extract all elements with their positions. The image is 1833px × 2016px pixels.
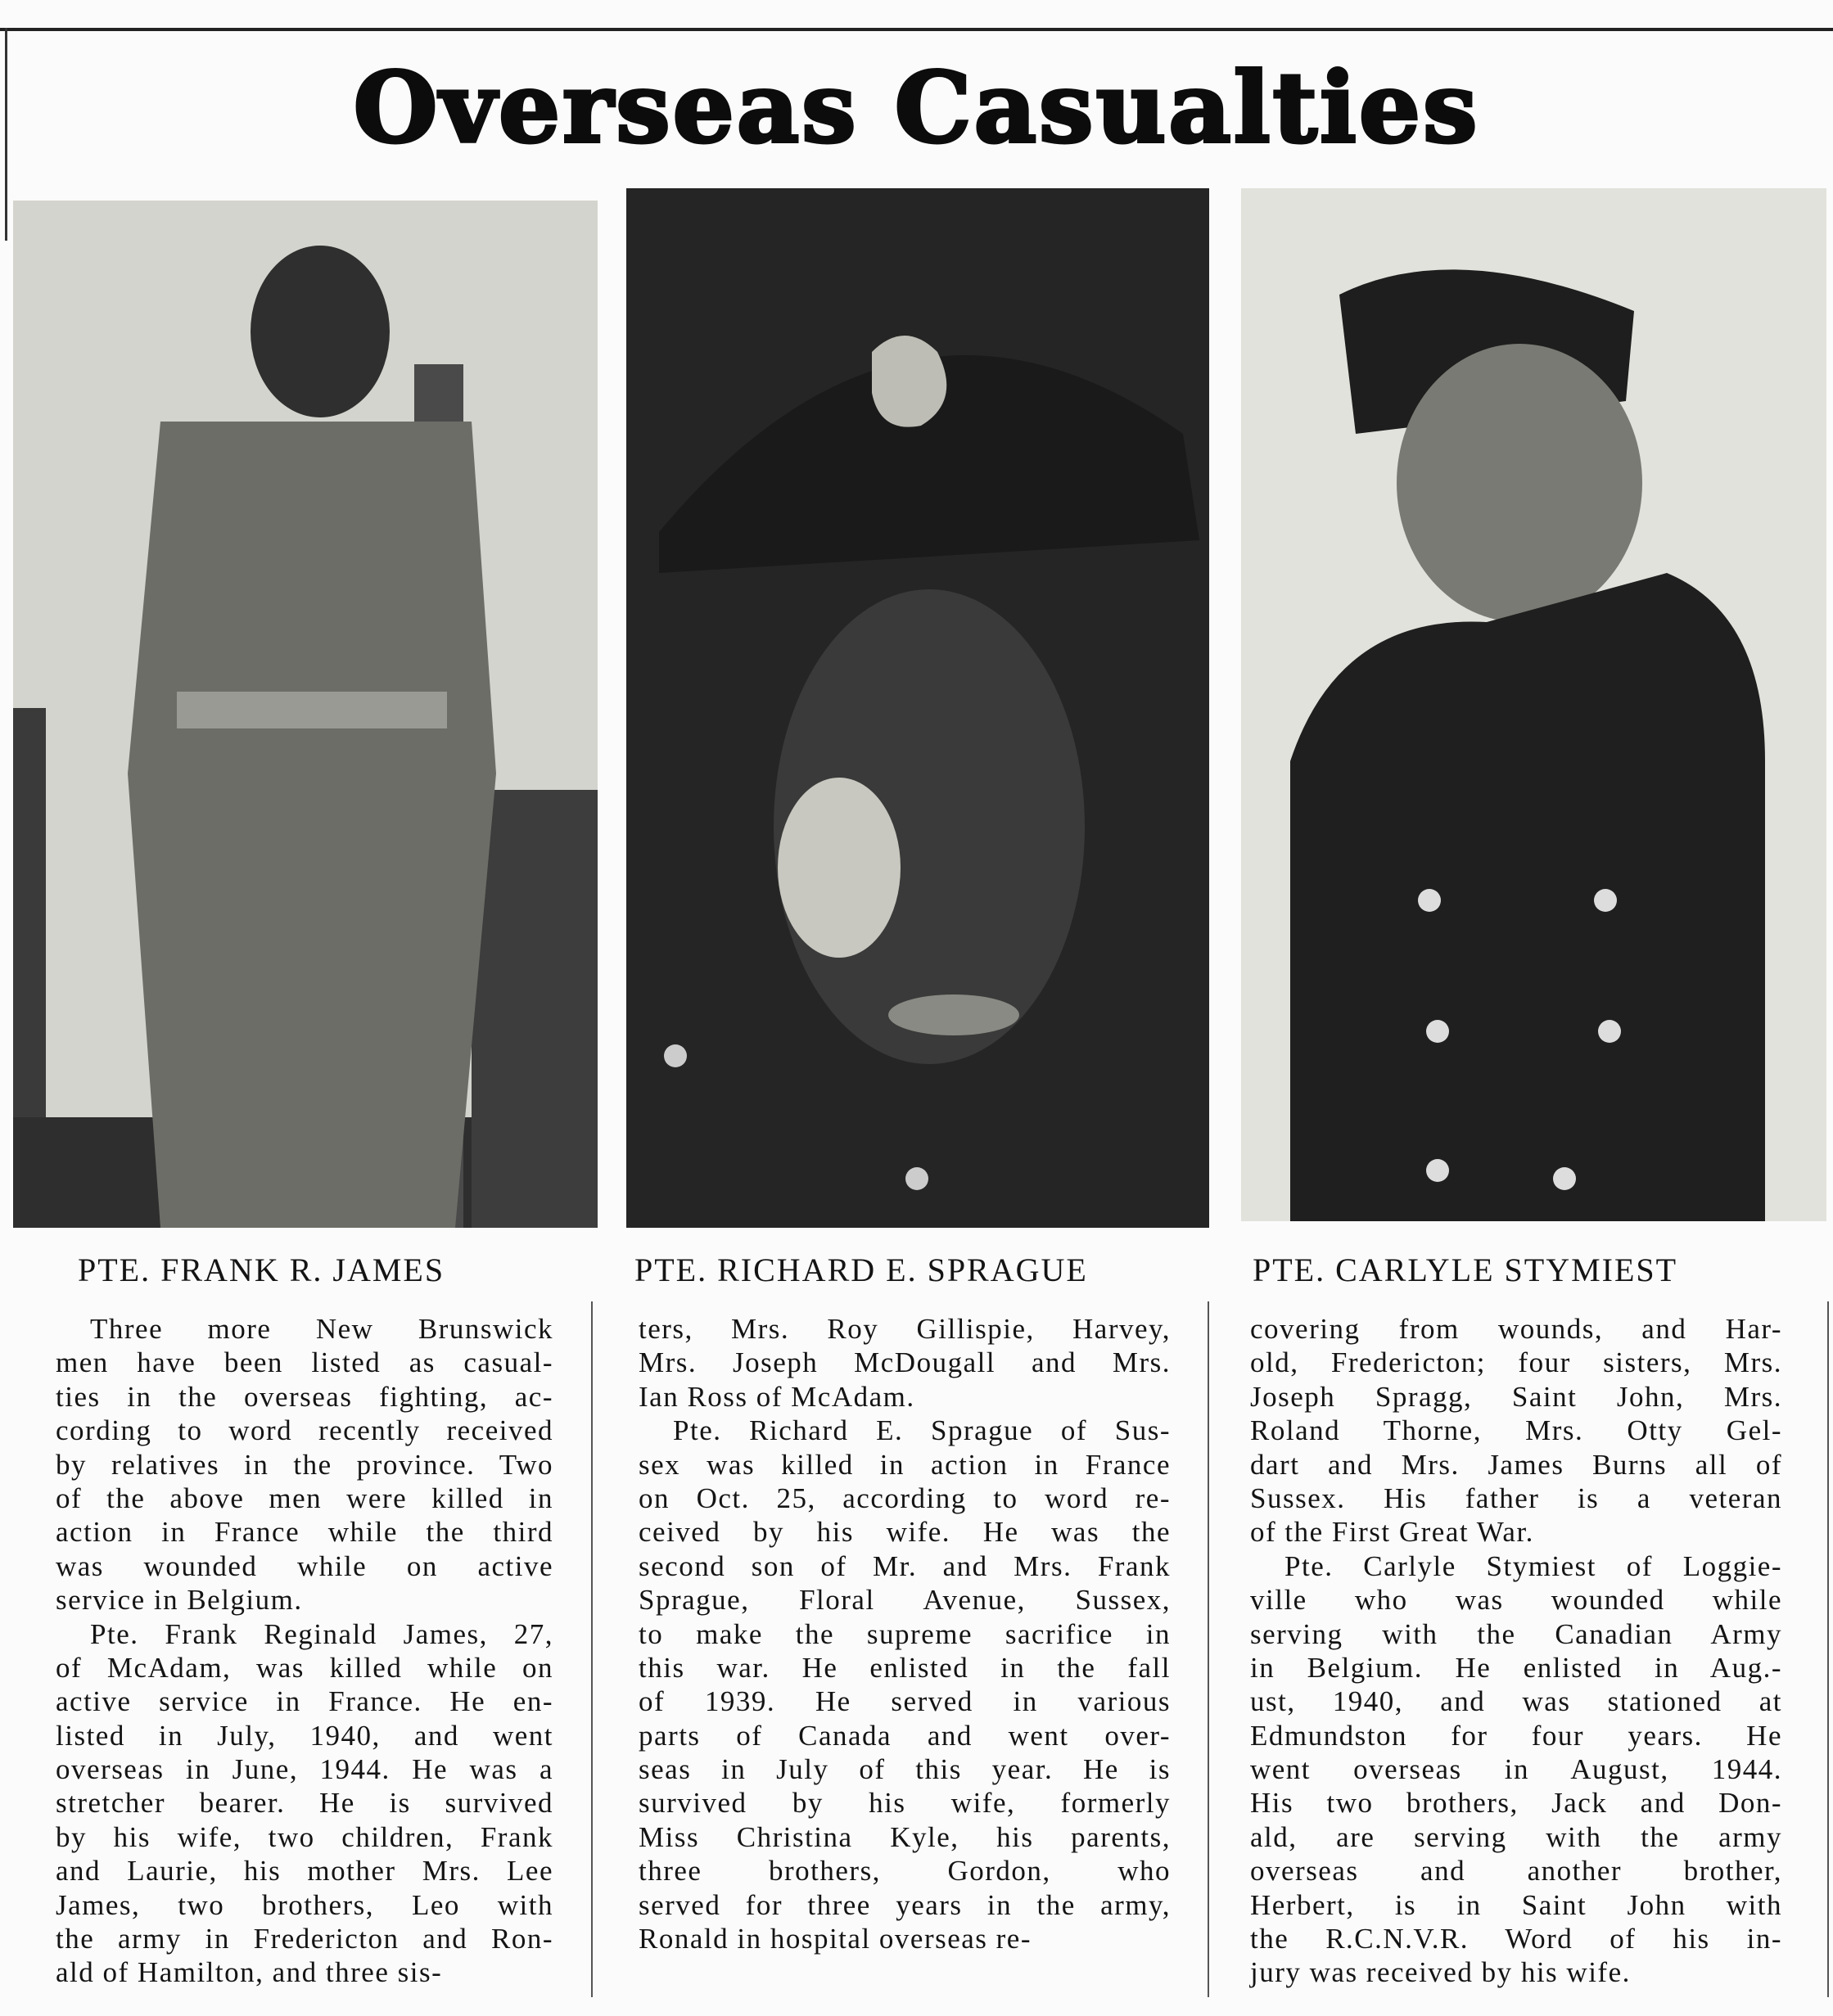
article-line: ville who was wounded while (1250, 1584, 1782, 1617)
article-line: ceived by his wife. He was the (639, 1516, 1171, 1549)
column-rule (1208, 1301, 1209, 1997)
article-line: listed in July, 1940, and went (56, 1719, 553, 1752)
article-line: of 1939. He served in various (639, 1685, 1171, 1718)
article-line: Pte. Frank Reginald James, 27, (90, 1617, 553, 1650)
article-line: stretcher bearer. He is survived (56, 1787, 553, 1820)
article-line: the R.C.N.V.R. Word of his in- (1250, 1923, 1782, 1955)
article-line: the army in Fredericton and Ron- (56, 1923, 553, 1955)
article-line: was wounded while on active (56, 1549, 553, 1582)
article-line: old, Fredericton; four sisters, Mrs. (1250, 1346, 1782, 1379)
article-line: men have been listed as casual- (56, 1346, 553, 1379)
article-line: Miss Christina Kyle, his parents, (639, 1820, 1171, 1853)
article-line: by relatives in the province. Two (56, 1448, 553, 1481)
article-line: Sussex. His father is a veteran (1250, 1482, 1782, 1514)
article-line: Ian Ross of McAdam. (639, 1380, 915, 1413)
article-line: second son of Mr. and Mrs. Frank (639, 1549, 1171, 1582)
article-line: served for three years in the army, (639, 1888, 1171, 1921)
top-rule (0, 28, 1833, 31)
article-line: Herbert, is in Saint John with (1250, 1888, 1782, 1921)
article-line: of the above men were killed in (56, 1482, 553, 1514)
article-line: His two brothers, Jack and Don- (1250, 1787, 1782, 1820)
article-line: parts of Canada and went over- (639, 1719, 1171, 1752)
photo-richard-sprague (626, 188, 1209, 1228)
article-line: Joseph Spragg, Saint John, Mrs. (1250, 1380, 1782, 1413)
caption-frank-james: PTE. FRANK R. JAMES (78, 1252, 445, 1288)
article-line: active service in France. He en- (56, 1685, 553, 1718)
article-line: this war. He enlisted in the fall (639, 1651, 1171, 1684)
column-rule (591, 1301, 593, 1997)
article-line: Sprague, Floral Avenue, Sussex, (639, 1584, 1171, 1617)
article-line: dart and Mrs. James Burns all of (1250, 1448, 1782, 1481)
article-column-1 (56, 1312, 553, 1990)
article-line: covering from wounds, and Har- (1250, 1313, 1782, 1345)
article-line: Pte. Richard E. Sprague of Sus- (673, 1414, 1171, 1447)
article-line: of McAdam, was killed while on (56, 1651, 553, 1684)
article-line: on Oct. 25, according to word re- (639, 1482, 1171, 1514)
column-rule (1827, 1301, 1829, 1997)
article-line: Ronald in hospital overseas re- (639, 1923, 1032, 1955)
article-line: serving with the Canadian Army (1250, 1617, 1782, 1650)
article-line: Edmundston for four years. He (1250, 1719, 1782, 1752)
article-line: in Belgium. He enlisted in Aug.- (1250, 1651, 1782, 1684)
article-line: ties in the overseas fighting, ac- (56, 1380, 553, 1413)
article-line: Roland Thorne, Mrs. Otty Gel- (1250, 1414, 1782, 1447)
article-line: Three more New Brunswick (90, 1313, 553, 1345)
article-line: jury was received by his wife. (1250, 1956, 1631, 1989)
article-line: ald, are serving with the army (1250, 1820, 1782, 1853)
article-line: overseas and another brother, (1250, 1855, 1782, 1887)
article-line: three brothers, Gordon, who (639, 1855, 1171, 1887)
article-line: to make the supreme sacrifice in (639, 1617, 1171, 1650)
article-line: and Laurie, his mother Mrs. Lee (56, 1855, 553, 1887)
article-line: ald of Hamilton, and three sis- (56, 1956, 443, 1989)
caption-richard-sprague: PTE. RICHARD E. SPRAGUE (634, 1252, 1088, 1288)
photo-frank-james (13, 201, 598, 1228)
article-line: Mrs. Joseph McDougall and Mrs. (639, 1346, 1171, 1379)
caption-carlyle-stymiest: PTE. CARLYLE STYMIEST (1253, 1252, 1678, 1288)
article-line: action in France while the third (56, 1516, 553, 1549)
article-line: cording to word recently received (56, 1414, 553, 1447)
article-column-3 (1250, 1312, 1782, 1990)
article-line: by his wife, two children, Frank (56, 1820, 553, 1853)
headline: Overseas Casualties (353, 51, 1480, 165)
article-line: sex was killed in action in France (639, 1448, 1171, 1481)
article-line: overseas in June, 1944. He was a (56, 1753, 553, 1786)
article-column-2 (639, 1312, 1171, 1955)
article-line: went overseas in August, 1944. (1250, 1753, 1782, 1786)
article-line: survived by his wife, formerly (639, 1787, 1171, 1820)
article-line: James, two brothers, Leo with (56, 1888, 553, 1921)
article-line: seas in July of this year. He is (639, 1753, 1171, 1786)
article-line: Pte. Carlyle Stymiest of Loggie- (1284, 1549, 1782, 1582)
article-line: ust, 1940, and was stationed at (1250, 1685, 1782, 1718)
photo-carlyle-stymiest (1241, 188, 1826, 1221)
article-line: of the First Great War. (1250, 1516, 1534, 1549)
article-line: ters, Mrs. Roy Gillispie, Harvey, (639, 1313, 1171, 1345)
article-line: service in Belgium. (56, 1584, 303, 1617)
